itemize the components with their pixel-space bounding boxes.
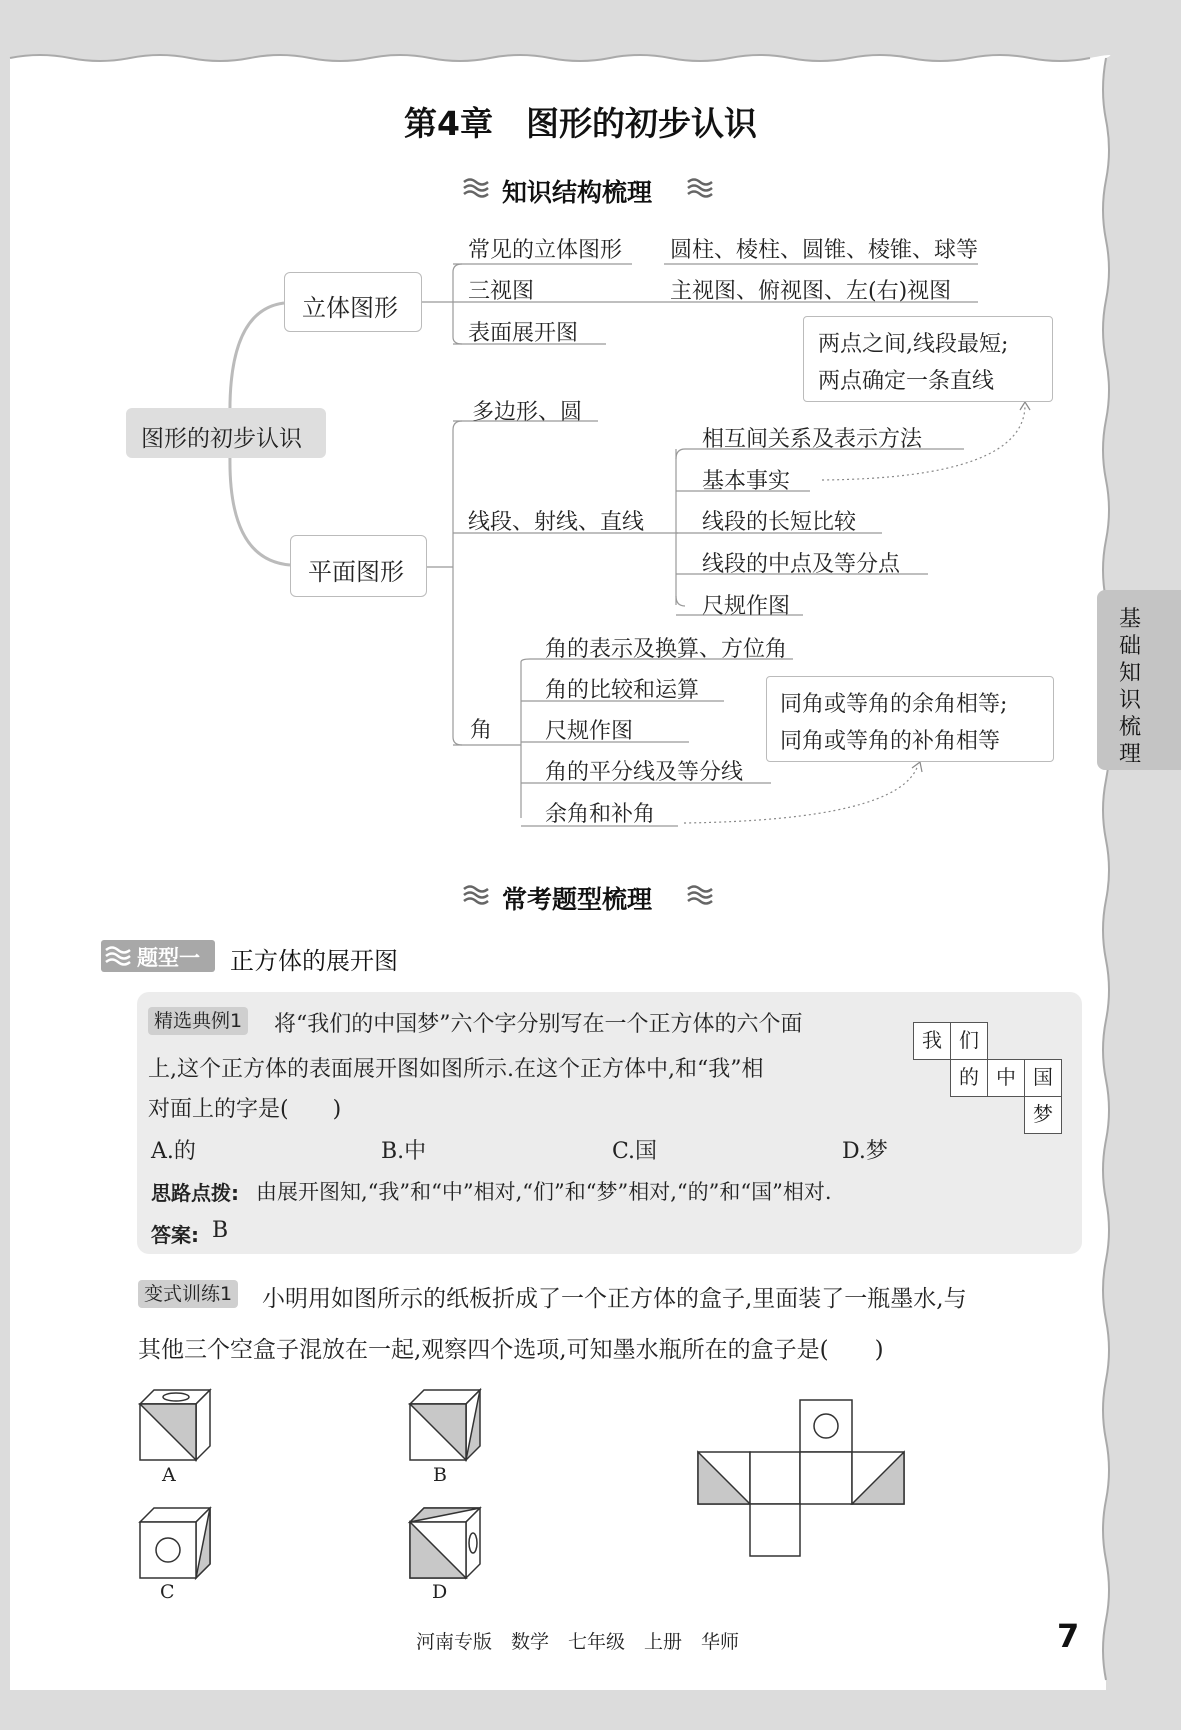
net-cell: 中: [987, 1059, 1025, 1097]
mindmap-root-label: 图形的初步认识: [141, 426, 302, 452]
mindmap-polygon: 多边形、圆: [472, 400, 583, 425]
option-c[interactable]: C.国: [612, 1139, 658, 1164]
mindmap-segment-item: 基本事实: [702, 469, 791, 494]
type-tag-label: 题型一: [137, 946, 200, 970]
note-line: 两点确定一条直线: [818, 369, 995, 394]
mindmap-angle-label: 角: [470, 718, 493, 743]
side-tab-char: 理: [1118, 742, 1141, 767]
choice-label: D: [432, 1581, 448, 1603]
type-title: 正方体的展开图: [230, 947, 398, 975]
note-line: 同角或等角的余角相等;: [780, 692, 1008, 717]
mindmap-solid-row-left: 常见的立体图形: [468, 238, 623, 263]
net-cell: 我: [913, 1022, 951, 1060]
side-tab-char: 基: [1118, 607, 1141, 632]
cube-choices: [130, 1380, 550, 1620]
choice-label: A: [162, 1464, 176, 1486]
mindmap-angle-item: 角的平分线及等分线: [545, 760, 744, 785]
mindmap-segment-item: 线段的中点及等分点: [702, 552, 901, 577]
cube-b[interactable]: [410, 1390, 480, 1460]
hint-label: 思路点拨:: [151, 1181, 239, 1205]
option-b[interactable]: B.中: [381, 1139, 427, 1164]
mindmap-angle-item: 余角和补角: [545, 802, 656, 827]
mindmap-angle-item: 角的表示及换算、方位角: [545, 637, 788, 662]
choice-label: B: [433, 1464, 447, 1486]
answer-label: 答案:: [151, 1223, 199, 1247]
mindmap-segment-label: 线段、射线、直线: [468, 510, 645, 535]
note-line: 两点之间,线段最短;: [818, 332, 1009, 357]
choice-label: C: [160, 1581, 175, 1603]
variant-text-line: 其他三个空盒子混放在一起,观察四个选项,可知墨水瓶所在的盒子是( ): [138, 1337, 884, 1363]
option-a[interactable]: A.的: [151, 1139, 196, 1164]
variant-text-line: 小明用如图所示的纸板折成了一个正方体的盒子,里面装了一瓶墨水,与: [262, 1286, 967, 1312]
mindmap-plane-label: 平面图形: [308, 558, 404, 586]
footer-text: 河南专版 数学 七年级 上册 华师: [416, 1631, 740, 1653]
cube-d[interactable]: [410, 1508, 480, 1578]
section-title-structure: 知识结构梳理: [502, 178, 653, 207]
cube-c[interactable]: [140, 1508, 210, 1578]
mindmap-segment-item: 线段的长短比较: [702, 510, 857, 535]
side-tab-char: 识: [1118, 688, 1141, 713]
side-tab-char: 知: [1118, 661, 1141, 686]
example-tag: 精选典例1: [148, 1007, 248, 1035]
paper-net-figure: [690, 1390, 930, 1560]
side-tab-char: 础: [1118, 634, 1141, 659]
mindmap-segment-item: 尺规作图: [702, 594, 791, 619]
page-number: 7: [1057, 1617, 1080, 1655]
mindmap-angle-item: 尺规作图: [545, 719, 634, 744]
note-line: 同角或等角的补角相等: [780, 729, 1001, 754]
net-cell: 的: [950, 1059, 988, 1097]
hint-text: 由展开图知,“我”和“中”相对,“们”和“梦”相对,“的”和“国”相对.: [256, 1180, 832, 1204]
mindmap-solid-row-right: 圆柱、棱柱、圆锥、棱锥、球等: [670, 238, 979, 263]
answer-value: B: [212, 1218, 229, 1243]
option-d[interactable]: D.梦: [842, 1139, 888, 1164]
wave-icon: [686, 884, 716, 906]
example-text-line: 将“我们的中国梦”六个字分别写在一个正方体的六个面: [274, 1012, 803, 1037]
type-tag: [101, 940, 215, 972]
net-cell: 梦: [1024, 1096, 1062, 1134]
mindmap-solid-row-left: 表面展开图: [468, 321, 579, 346]
mindmap-angle-item: 角的比较和运算: [545, 678, 700, 703]
side-tab-char: 梳: [1118, 715, 1141, 740]
example-text-line: 对面上的字是( ): [148, 1097, 342, 1122]
net-cell: 国: [1024, 1059, 1062, 1097]
wave-icon: [104, 945, 134, 967]
variant-tag: 变式训练1: [138, 1280, 238, 1308]
net-cell: 们: [950, 1022, 988, 1060]
mindmap-solid-row-left: 三视图: [468, 279, 535, 304]
wave-icon: [462, 884, 492, 906]
mindmap-solid-label: 立体图形: [302, 294, 398, 322]
chapter-title: 第4章 图形的初步认识: [404, 104, 757, 143]
mindmap-segment-item: 相互间关系及表示方法: [702, 427, 923, 452]
section-title-types: 常考题型梳理: [502, 885, 653, 914]
example-text-line: 上,这个正方体的表面展开图如图所示.在这个正方体中,和“我”相: [148, 1057, 764, 1082]
cube-a[interactable]: [140, 1390, 210, 1460]
mindmap-solid-row-right: 主视图、俯视图、左(右)视图: [670, 279, 952, 304]
